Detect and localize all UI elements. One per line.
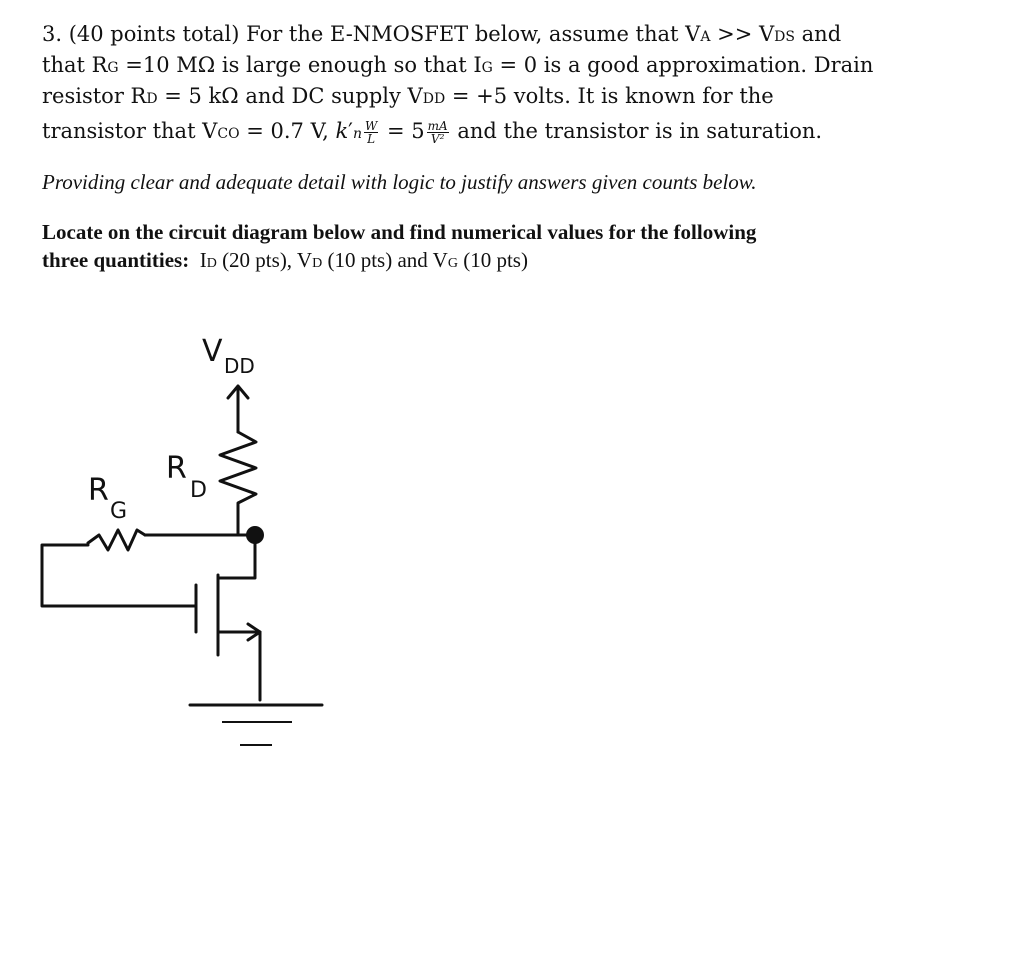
subscript-g: G (107, 60, 119, 76)
text-segment: (10 pts) and V (322, 248, 448, 272)
vdd-label-main: V (202, 334, 223, 369)
subscript-d: D (146, 91, 158, 107)
task-line-2 (42, 246, 982, 278)
rg-label-main: R (88, 473, 109, 508)
text-segment: = 5 (380, 119, 425, 143)
text-segment: = 5 kΩ and DC supply V (157, 84, 423, 108)
problem-line-1 (42, 20, 982, 51)
kn-symbol: k (335, 119, 349, 143)
text-segment: (20 pts), V (216, 248, 313, 272)
text-segment: = 0.7 V, (239, 119, 336, 143)
text-segment: =10 MΩ is large enough so that I (118, 53, 482, 77)
rg-label-sub: G (110, 499, 128, 524)
subscript-dd: DD (422, 91, 446, 107)
id-symbol: I (199, 248, 207, 272)
task-heading: three quantities: (42, 248, 190, 272)
kn-prime: ′ (348, 119, 353, 143)
fraction-denominator: V² (430, 132, 445, 146)
text-segment: = +5 volts. It is known for the (445, 84, 774, 108)
task-statement (42, 218, 982, 278)
source-wire (218, 632, 260, 700)
text-segment: transistor that V (42, 119, 218, 143)
instruction-text: Providing clear and adequate detail with logic to justify answers given counts below. (42, 170, 757, 194)
drain-node (246, 526, 264, 544)
text-segment: that R (42, 53, 108, 77)
fraction-numerator: W (364, 119, 378, 133)
text-segment: = 0 is a good approximation. Drain (492, 53, 874, 77)
vdd-label-sub: DD (224, 354, 255, 378)
text-segment: >> V (710, 22, 775, 46)
rg-resistor (88, 530, 145, 550)
subscript-a: A (700, 29, 711, 45)
text-segment: 3. (40 points total) For the E-NMOSFET below, assume that V (42, 22, 701, 46)
text-segment: and (794, 22, 842, 46)
task-heading: Locate on the circuit diagram below and find numerical values for the following (42, 220, 757, 244)
rd-label-main: R (166, 451, 187, 486)
problem-line-2 (42, 51, 982, 82)
subscript-d: D (312, 256, 323, 271)
circuit-diagram (0, 290, 400, 770)
problem-statement (42, 20, 982, 148)
task-line-1 (42, 218, 982, 246)
fraction-numerator: mA (427, 119, 448, 133)
subscript-g: G (481, 60, 493, 76)
text-segment: (10 pts) (457, 248, 528, 272)
text-segment: resistor R (42, 84, 147, 108)
text-segment: and the transistor is in saturation. (450, 119, 823, 143)
fraction-denominator: L (367, 132, 376, 146)
kn-subscript: n (352, 126, 362, 142)
rd-resistor (220, 432, 256, 535)
subscript-co: CO (217, 126, 240, 142)
subscript-d: D (206, 256, 217, 271)
vdd-arrow (228, 386, 248, 432)
rd-label-sub: D (190, 478, 207, 503)
problem-line-4 (42, 117, 982, 148)
subscript-g: G (447, 256, 458, 271)
subscript-ds: DS (774, 29, 795, 45)
problem-line-3 (42, 82, 982, 113)
rg-left-wire (42, 545, 196, 606)
w-over-l-fraction (364, 120, 378, 145)
ma-per-v2-fraction (427, 120, 449, 145)
